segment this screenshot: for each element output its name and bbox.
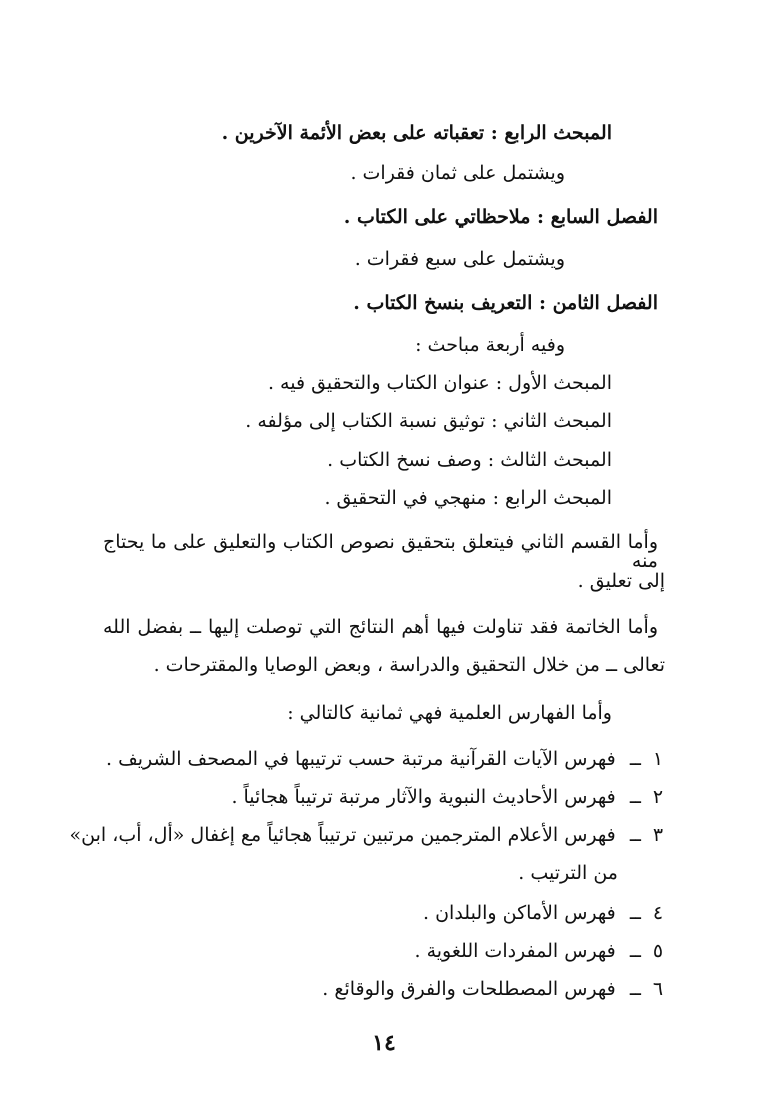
- index-number: ٢: [652, 786, 664, 808]
- index-dash: ــ: [629, 978, 641, 1000]
- index-text: فهرس المصطلحات والفرق والوقائع .: [322, 978, 616, 1000]
- line-text: المبحث الرابع : منهجي في التحقيق .: [324, 487, 612, 509]
- chapter-8-subtitle: [415, 336, 565, 355]
- line-text: المبحث الرابع : تعقباته على بعض الأئمة الآخرين .: [221, 122, 612, 144]
- line-text: ويشتمل على سبع فقرات .: [354, 248, 565, 270]
- index-number: ٦: [652, 978, 664, 1000]
- index-text: فهرس الأماكن والبلدان .: [423, 902, 616, 924]
- line-text: إلى تعليق .: [577, 570, 665, 592]
- index-dash: ــ: [629, 748, 641, 770]
- index-number: ١: [652, 748, 664, 770]
- line-text: المبحث الثالث : وصف نسخ الكتاب .: [327, 449, 612, 471]
- page-number: ١٤: [372, 1030, 396, 1056]
- line-text: المبحث الثاني : توثيق نسبة الكتاب إلى مؤلفه .: [245, 410, 612, 432]
- indexes-intro: [287, 704, 612, 723]
- index-list-item-continuation: [518, 864, 618, 883]
- section-4b-heading: [324, 489, 612, 508]
- section-1-heading: [268, 374, 612, 393]
- index-number: ٤: [652, 902, 664, 924]
- line-text: المبحث الأول : عنوان الكتاب والتحقيق فيه .: [267, 372, 612, 394]
- index-list-item: [106, 750, 665, 769]
- line-text: وأما الفهارس العلمية فهي ثمانية كالتالي :: [287, 702, 612, 724]
- index-number: ٥: [652, 940, 664, 962]
- section-4-heading: [222, 124, 612, 143]
- index-text: من الترتيب .: [518, 862, 618, 884]
- line-text: وفيه أربعة مباحث :: [415, 334, 565, 356]
- index-text: فهرس المفردات اللغوية .: [414, 940, 616, 962]
- index-list-item: [231, 788, 665, 807]
- section-4-subtitle: [350, 164, 565, 183]
- index-list-item: [322, 980, 665, 999]
- index-list-item: [70, 826, 665, 845]
- section-3-heading: [327, 451, 612, 470]
- index-number: ٣: [652, 824, 664, 846]
- chapter-7-subtitle: [355, 250, 565, 269]
- line-text: ويشتمل على ثمان فقرات .: [350, 162, 565, 184]
- line-text: وأما الخاتمة فقد تناولت فيها أهم النتائج التي توصلت إليها ــ بفضل الله: [103, 616, 658, 638]
- conclusion-paragraph-line-1: [103, 618, 658, 637]
- line-text: وأما القسم الثاني فيتعلق بتحقيق نصوص الكتاب والتعليق على ما يحتاج منه: [103, 531, 658, 572]
- part-two-paragraph-line-1: [103, 533, 658, 571]
- index-text: فهرس الأعلام المترجمين مرتبين ترتيباً هجائياً مع إغفال «أل، أب، ابن»: [69, 824, 616, 846]
- part-two-paragraph-line-2: [578, 572, 665, 591]
- index-list-item: [423, 904, 665, 923]
- section-2-heading: [245, 412, 612, 431]
- chapter-7-heading: [344, 208, 658, 227]
- line-text: الفصل الثامن : التعريف بنسخ الكتاب .: [353, 292, 658, 314]
- index-dash: ــ: [629, 824, 641, 846]
- index-dash: ــ: [629, 902, 641, 924]
- index-text: فهرس الآيات القرآنية مرتبة حسب ترتيبها في المصحف الشريف .: [105, 748, 616, 770]
- index-dash: ــ: [629, 786, 641, 808]
- line-text: الفصل السابع : ملاحظاتي على الكتاب .: [343, 206, 658, 228]
- index-text: فهرس الأحاديث النبوية والآثار مرتبة ترتيباً هجائياً .: [231, 786, 616, 808]
- chapter-8-heading: [353, 294, 658, 313]
- index-list-item: [415, 942, 666, 961]
- index-dash: ــ: [629, 940, 641, 962]
- conclusion-paragraph-line-2: [154, 656, 665, 675]
- line-text: تعالى ــ من خلال التحقيق والدراسة ، وبعض الوصايا والمقترحات .: [153, 654, 665, 676]
